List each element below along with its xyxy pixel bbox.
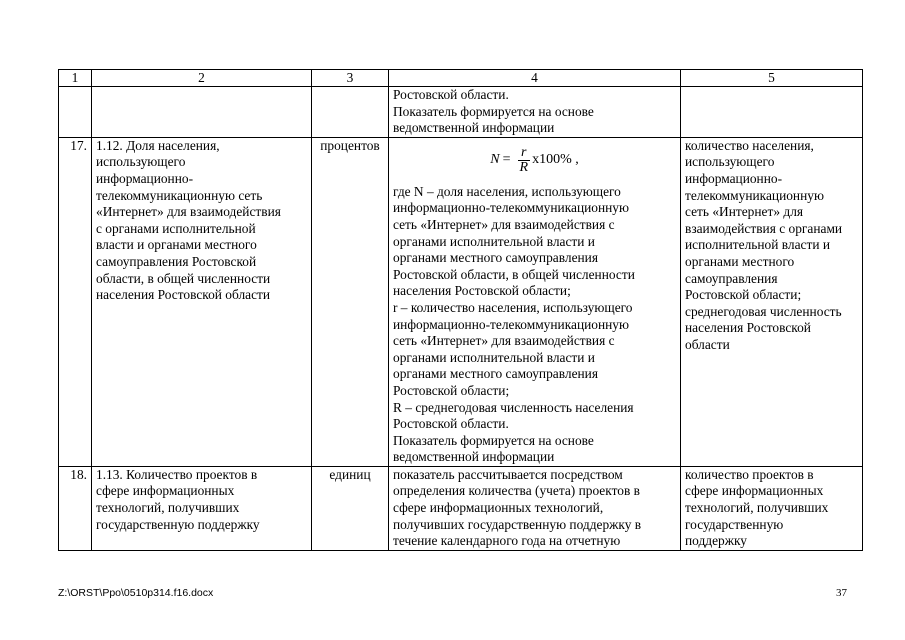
header-cell-1: 1 — [59, 70, 92, 87]
cont-method-cell — [389, 87, 681, 138]
formula-eq: = — [502, 152, 511, 168]
text-line: области, в общей численности — [96, 270, 271, 286]
header-cell-2: 2 — [92, 70, 312, 87]
text-line: Ростовской области. — [393, 416, 509, 432]
text-line: Показатель формируется на основе — [393, 103, 594, 119]
text-line: исполнительной власти и — [685, 237, 831, 253]
text-line: Ростовской области. — [393, 87, 509, 102]
text-line: самоуправления — [685, 270, 778, 286]
text-line: ведомственной информации — [393, 449, 555, 465]
header-cell-4: 4 — [389, 70, 681, 87]
text-line: органами местного самоуправления — [393, 250, 599, 266]
indicator-name-cell — [92, 137, 312, 466]
formula-fraction — [518, 146, 531, 175]
text-line: государственную — [685, 516, 784, 532]
text-line: где N – доля населения, использующего — [393, 183, 621, 199]
text-line: информационно- — [685, 170, 783, 186]
method-text — [393, 184, 676, 466]
indicator-table — [58, 69, 863, 551]
text-line: течение календарного года на отчетную — [393, 533, 621, 549]
page-number: 37 — [836, 587, 847, 599]
text-line: определения количества (учета) проектов в — [393, 483, 640, 499]
method-cell — [389, 466, 681, 550]
text-line: Ростовской области; — [685, 287, 802, 303]
footer-file-path: Z:\ORST\Ppo\0510p314.f16.docx — [58, 587, 214, 599]
text-line: ведомственной информации — [393, 120, 555, 136]
indicator-name-cell — [92, 466, 312, 550]
text-line: взаимодействия с органами — [685, 220, 843, 236]
table-row-17 — [59, 137, 863, 466]
formula-numerator: r — [521, 145, 527, 161]
text-line: Показатель формируется на основе — [393, 432, 594, 448]
text-line: количество населения, — [685, 137, 814, 153]
text-line: власти и органами местного — [96, 237, 257, 253]
cont-basic-cell — [681, 87, 863, 138]
text-line: информационно-телекоммуникационную — [393, 200, 630, 216]
text-line: технологий, получивших — [96, 500, 240, 516]
text-line: Ростовской области; — [393, 382, 510, 398]
text-line: показатель рассчитывается посредством — [393, 466, 623, 482]
table-header-row — [59, 70, 863, 87]
text-line: использующего — [685, 154, 775, 170]
text-line: получивших государственную поддержку в — [393, 516, 642, 532]
table-row-18 — [59, 466, 863, 550]
text-line: информационно-телекоммуникационную — [393, 316, 630, 332]
header-cell-5: 5 — [681, 70, 863, 87]
text-line: телекоммуникационную сеть — [96, 187, 263, 203]
text-line: органами местного самоуправления — [393, 366, 599, 382]
text-line: органами местного — [685, 253, 795, 269]
text-line: населения Ростовской области — [96, 287, 271, 303]
text-line: среднегодовая численность — [685, 303, 842, 319]
text-line: R – среднегодовая численность населения — [393, 399, 634, 415]
text-line: населения Ростовской области; — [393, 283, 571, 299]
text-line: сфере информационных — [685, 483, 824, 499]
method-cell — [389, 137, 681, 466]
text-line: технологий, получивших — [685, 500, 829, 516]
basic-indicators-cell — [681, 466, 863, 550]
text-line: r – количество населения, использующего — [393, 299, 633, 315]
formula-lhs: N — [490, 152, 500, 168]
table-row-continuation — [59, 87, 863, 138]
text-line: 1.12. Доля населения, — [96, 137, 220, 153]
text-line: информационно- — [96, 170, 194, 186]
text-line: государственную поддержку — [96, 516, 260, 532]
text-line: сеть «Интернет» для взаимодействия с — [393, 216, 615, 232]
text-line: поддержку — [685, 533, 748, 549]
text-line: Ростовской области, в общей численности — [393, 266, 635, 282]
unit-cell: единиц — [312, 466, 389, 550]
text-line: количество проектов в — [685, 466, 814, 482]
text-line: сфере информационных технологий, — [393, 500, 604, 516]
text-line: сфере информационных — [96, 483, 235, 499]
text-line: населения Ростовской — [685, 320, 811, 336]
cont-unit-cell — [312, 87, 389, 138]
formula-denominator: R — [519, 160, 529, 176]
text-line: области — [685, 336, 730, 352]
text-line: 1.13. Количество проектов в — [96, 466, 258, 482]
cont-num-cell — [59, 87, 92, 138]
text-line: использующего — [96, 154, 186, 170]
text-line: телекоммуникационную — [685, 187, 824, 203]
header-cell-3: 3 — [312, 70, 389, 87]
basic-indicators-cell — [681, 137, 863, 466]
text-line: сеть «Интернет» для взаимодействия с — [393, 333, 615, 349]
row-number: 18. — [59, 466, 92, 550]
row-number: 17. — [59, 137, 92, 466]
cont-name-cell — [92, 87, 312, 138]
text-line: с органами исполнительной — [96, 220, 256, 236]
text-line: органами исполнительной власти и — [393, 233, 595, 249]
formula-rest: х100% , — [532, 152, 579, 168]
unit-cell: процентов — [312, 137, 389, 466]
text-line: сеть «Интернет» для — [685, 204, 804, 220]
formula — [393, 138, 676, 184]
text-line: органами исполнительной власти и — [393, 349, 595, 365]
text-line: «Интернет» для взаимодействия — [96, 204, 281, 220]
text-line: самоуправления Ростовской — [96, 253, 257, 269]
